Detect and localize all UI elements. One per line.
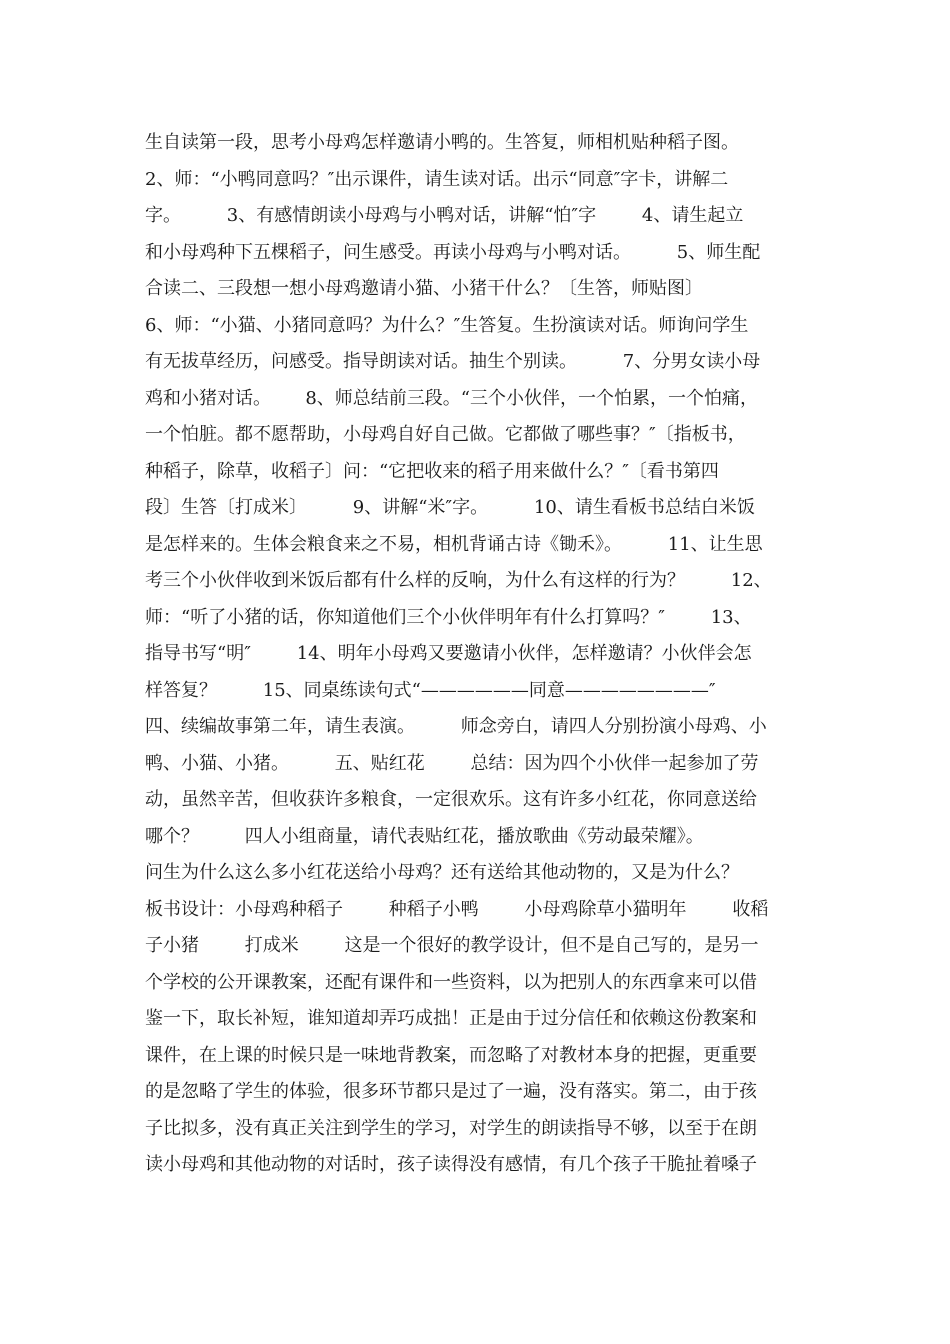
text-line: 子小猪 打成米 这是一个很好的教学设计，但不是自己写的，是另一 <box>145 935 759 956</box>
text-line: 鉴一下，取长补短，谁知道却弄巧成拙！正是由于过分信任和依赖这份教案和 <box>145 1008 757 1029</box>
text-line: 子比拟多，没有真正关注到学生的学习，对学生的朗读指导不够，以至于在朗 <box>145 1117 757 1139</box>
text-line: 板书设计：小母鸡种稻子 种稻子小鸭 小母鸡除草小猫明年 收稻 <box>145 898 769 920</box>
text-line: 动，虽然辛苦，但收获许多粮食，一定很欢乐。这有许多小红花，你同意送给 <box>145 789 757 810</box>
text-line: 种稻子，除草，收稻子〕问：“它把收来的稻子用来做什么？″〔看书第四 <box>145 460 719 482</box>
text-line: 和小母鸡种下五棵稻子，问生感受。再读小母鸡与小鸭对话。 5、师生配 <box>145 241 761 263</box>
document-body <box>145 125 835 1184</box>
text-line: 生自读第一段，思考小母鸡怎样邀请小鸭的。生答复，师相机贴种稻子图。 <box>145 132 739 153</box>
text-line: 指导书写“明″ 14、明年小母鸡又要邀请小伙伴，怎样邀请？小伙伴会怎 <box>145 643 752 664</box>
text-line: 考三个小伙伴收到米饭后都有什么样的反响，为什么有这样的行为？ 12、 <box>145 570 772 591</box>
text-line: 四、续编故事第二年，请生表演。 师念旁白，请四人分别扮演小母鸡、小 <box>145 716 767 737</box>
text-line: 问生为什么这么多小红花送给小母鸡？还有送给其他动物的，又是为什么？ <box>145 862 739 883</box>
text-line: 是怎样来的。生体会粮食来之不易，相机背诵古诗《锄禾》。 11、让生思 <box>145 533 763 555</box>
text-line: 鸭、小猫、小猪。 五、贴红花 总结：因为四个小伙伴一起参加了劳 <box>145 752 759 774</box>
text-line: 师：“听了小猪的话，你知道他们三个小伙伴明年有什么打算吗？″ 13、 <box>145 606 752 628</box>
text-line: 一个怕脏。都不愿帮助，小母鸡自好自己做。它都做了哪些事？″〔指板书， <box>145 424 746 445</box>
text-line: 鸡和小猪对话。 8、师总结前三段。“三个小伙伴，一个怕累，一个怕痛， <box>145 387 758 409</box>
text-line: 读小母鸡和其他动物的对话时，孩子读得没有感情，有几个孩子干脆扯着嗓子 <box>145 1154 757 1175</box>
text-line: 有无拔草经历，问感受。指导朗读对话。抽生个别读。 7、分男女读小母 <box>145 351 761 372</box>
text-line: 段〕生答〔打成米〕 9、讲解“米″字。 10、请生看板书总结白米饭 <box>145 497 755 518</box>
text-line: 课件，在上课的时候只是一味地背教案，而忽略了对教材本身的把握，更重要 <box>145 1044 757 1066</box>
text-line: 哪个？ 四人小组商量，请代表贴红花，播放歌曲《劳动最荣耀》。 <box>145 825 704 847</box>
text-line: 样答复？ 15、同桌练读句式“——————同意————————″ <box>145 679 716 701</box>
text-line: 字。 3、有感情朗读小母鸡与小鸭对话，讲解“怕″字 4、请生起立 <box>145 205 744 226</box>
text-line: 6、师：“小猫、小猪同意吗？为什么？″生答复。生扮演读对话。师询问学生 <box>145 314 749 336</box>
text-line: 的是忽略了学生的体验，很多环节都只是过了一遍，没有落实。第二，由于孩 <box>145 1081 757 1102</box>
text-line: 个学校的公开课教案，还配有课件和一些资料，以为把别人的东西拿来可以借 <box>145 971 757 993</box>
text-line: 合读二、三段想一想小母鸡邀请小猫、小猪干什么？〔生答，师贴图〕 <box>145 278 703 299</box>
text-line: 2、师：“小鸭同意吗？″出示课件，请生读对话。出示“同意″字卡，讲解二 <box>145 168 729 190</box>
